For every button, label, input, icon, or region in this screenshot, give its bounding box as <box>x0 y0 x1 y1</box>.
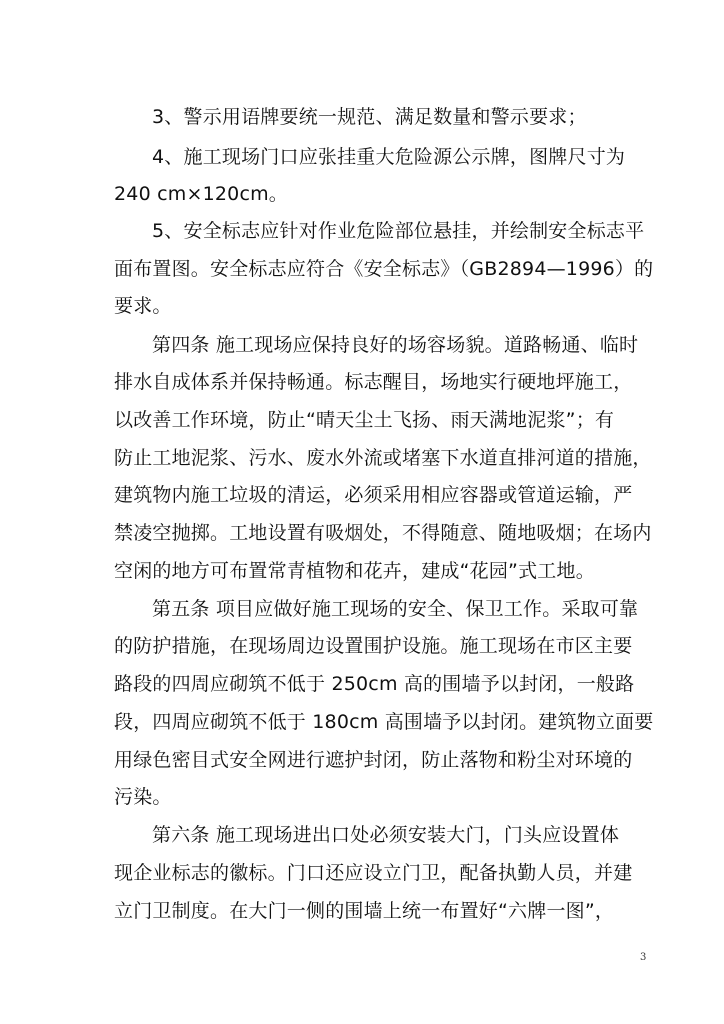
text-line: 4、施工现场门口应张挂重大危险源公示牌，图牌尺寸为 <box>152 146 626 168</box>
text-line: 第六条 施工现场进出口处必须安装大门，门头应设置体 <box>152 824 620 846</box>
text-line: 污染。 <box>114 786 172 808</box>
text-line: 路段的四周应砌筑不低于 250cm 高的围墙予以封闭，一般路 <box>114 673 635 695</box>
text-line: 禁凌空抛掷。工地设置有吸烟处，不得随意、随地吸烟；在场内 <box>114 522 652 544</box>
text-line: 面布置图。安全标志应符合《安全标志》（GB2894—1996）的 <box>114 258 654 280</box>
text-line: 现企业标志的徽标。门口还应设立门卫，配备执勤人员，并建 <box>114 862 633 884</box>
text-line: 立门卫制度。在大门一侧的围墙上统一布置好“六牌一图”， <box>114 900 615 922</box>
text-line: 以改善工作环境，防止“晴天尘土飞扬、雨天满地泥浆”；有 <box>114 409 615 431</box>
text-line: 第四条 施工现场应保持良好的场容场貌。道路畅通、临时 <box>152 334 639 356</box>
text-line: 3、警示用语牌要统一规范、满足数量和警示要求； <box>152 106 587 128</box>
text-line: 5、安全标志应针对作业危险部位悬挂，并绘制安全标志平 <box>152 220 645 242</box>
text-line: 要求。 <box>114 295 172 317</box>
text-line: 用绿色密目式安全网进行遮护封闭，防止落物和粉尘对环境的 <box>114 749 633 771</box>
text-line: 排水自成体系并保持畅通。标志醒目，场地实行硬地坪施工， <box>114 371 633 393</box>
page-number: 3 <box>640 952 647 963</box>
text-line: 第五条 项目应做好施工现场的安全、保卫工作。采取可靠 <box>152 598 639 620</box>
text-line: 的防护措施，在现场周边设置围护设施。施工现场在市区主要 <box>114 635 633 657</box>
text-line: 防止工地泥浆、污水、废水外流或堵塞下水道直排河道的措施， <box>114 447 652 469</box>
text-line: 空闲的地方可布置常青植物和花卉，建成“花园”式工地。 <box>114 560 595 582</box>
text-line: 240 cm×120cm。 <box>114 183 288 205</box>
text-line: 段，四周应砌筑不低于 180cm 高围墙予以封闭。建筑物立面要 <box>114 711 654 733</box>
text-line: 建筑物内施工垃圾的清运，必须采用相应容器或管道运输，严 <box>114 484 633 506</box>
